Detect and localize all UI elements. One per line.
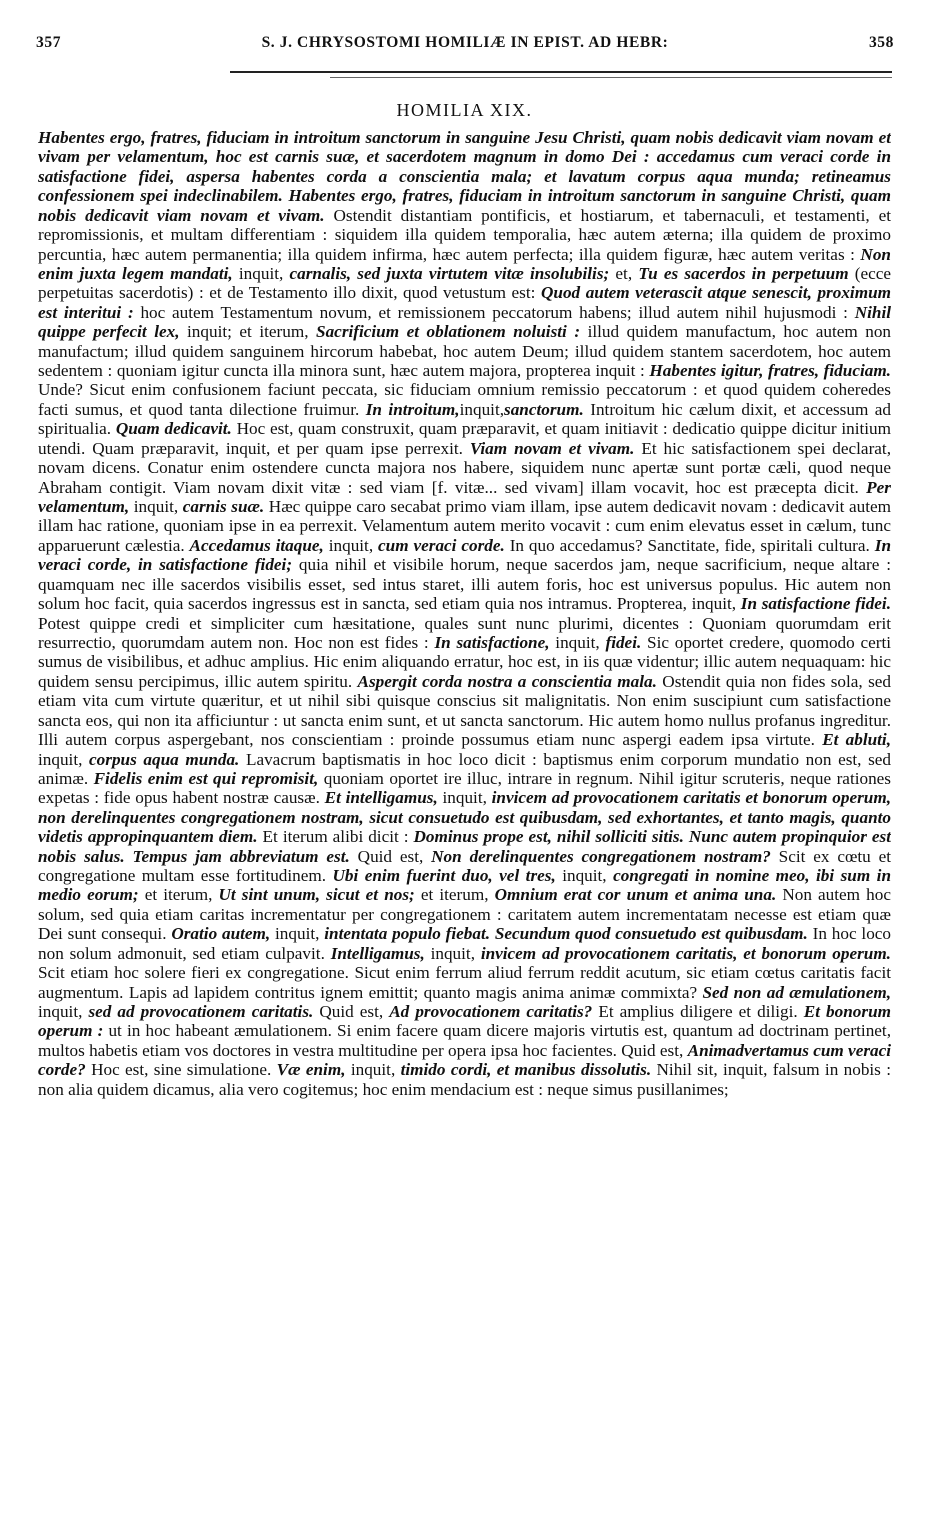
scripture-quote: timido cordi, et manibus dissolutis. xyxy=(400,1060,652,1080)
scripture-quote: sanctorum. xyxy=(504,399,584,419)
commentary-text: inquit, xyxy=(424,943,481,963)
scripture-quote: Et bonorum operum : xyxy=(38,1001,891,1041)
scripture-quote: In satisfactione, xyxy=(434,632,550,652)
commentary-text: inquit, xyxy=(437,788,492,808)
commentary-text: inquit, xyxy=(270,924,325,944)
commentary-text: hoc autem Testamentum novum, et remissionem peccatorum habens; illud autem nihil hujusmodi : xyxy=(133,302,855,322)
commentary-text: inquit, xyxy=(345,1060,401,1080)
scripture-quote: Non enim juxta legem mandati, xyxy=(38,244,891,283)
commentary-text: quoniam oportet ire illuc, intrare in regnum. Nihil igitur scruteris, neque rationes expetas : fide opus habent nostræ causæ. xyxy=(38,768,891,808)
commentary-text: et iterum, xyxy=(138,885,219,905)
running-title: S. J. CHRYSOSTOMI HOMILIÆ IN EPIST. AD HEBR: xyxy=(261,34,669,51)
commentary-text: Ostendit distantiam pontificis, et hostiarum, et tabernaculi, et testamenti, et repromissionis, et multam differentiam : siquidem illa quidem temporalia, hæc autem æterna; illa quidem de proximo percuntia, hæc autem permanentia; illa quidem infirma, hæc autem perfecta; illa quidem figuræ, hæc autem veritas : xyxy=(38,205,891,264)
commentary-text: inquit, xyxy=(38,1001,89,1021)
scripture-quote: Nihil quippe perfecit lex, xyxy=(38,302,891,342)
scripture-quote: Oratio autem, xyxy=(171,924,271,944)
scripture-quote: congregati in nomine meo, ibi sum in medio eorum; xyxy=(38,866,891,905)
scripture-quote: Ubi enim fuerint duo, vel tres, xyxy=(332,866,556,886)
commentary-text: Et amplius diligere et diligi. xyxy=(592,1001,804,1021)
commentary-text: inquit, xyxy=(323,535,379,555)
scripture-quote: fidei. xyxy=(605,632,642,652)
header-rule-thick xyxy=(230,71,892,73)
commentary-text: Unde? Sicut enim confusionem faciunt peccata, sic fiduciam omnium remissio peccatorum : et quod quidem coheredes facti sumus, et quod tanta dilectione fruimur. xyxy=(38,380,891,419)
commentary-text: Non autem hoc solum, sed quia etiam caritas incrementatur per congregationem : caritatem autem incrementatam necesse est etiam quæ Dei sunt consequi. xyxy=(38,885,891,944)
scripture-quote: sed ad provocationem caritatis. xyxy=(88,1001,314,1021)
scripture-quote: In veraci corde, in satisfactione fidei; xyxy=(38,535,891,575)
commentary-text: (ecce perpetuitas sacerdotis) : et de Testamento illo dixit, quod vetustum est: xyxy=(38,263,891,303)
page-number-right: 358 xyxy=(868,34,894,51)
scripture-quote: Et abluti, xyxy=(822,730,891,750)
commentary-text: Hoc est, sine simulatione. xyxy=(85,1060,277,1080)
homily-title: HOMILIA XIX. xyxy=(396,100,533,120)
scripture-quote: cum veraci corde. xyxy=(378,535,505,555)
homily-text xyxy=(38,128,891,1523)
header-rule-thin xyxy=(330,77,892,78)
scripture-quote: Sed non ad æmulationem, xyxy=(702,982,891,1002)
scripture-quote: Sacrificium et oblationem noluisti : xyxy=(316,322,581,342)
scripture-quote: invicem ad provocationem caritatis et bonorum operum, non derelinquentes congregationem nostram, sicut consuetudo est quibusdam, sed exhortantes, et tanto magis, quanto videtis appropinquantem diem. xyxy=(38,788,891,847)
scripture-quote: intentata populo fiebat. Secundum quod consuetudo est quibusdam. xyxy=(324,924,808,944)
scripture-quote: Viam novam et vivam. xyxy=(469,438,635,458)
commentary-text: Potest quippe credi et simpliciter cum hæsitatione, quales sunt nunc plurimi, dicentes : Quoniam quorumdam erit resurrectio, quorumdam autem non. Hoc non est fides : xyxy=(38,613,891,652)
commentary-text: Scit etiam hoc solere fieri ex congregatione. Sicut enim ferrum aliud ferrum reddit acutum, sic etiam cœtus caritatis facit augmentum. Lapis ad lapidem contritus ignem emittit; quanto magis anima animæ commixta? xyxy=(38,963,891,1002)
commentary-text: Hæc quippe caro secabat primo viam illam, ipse autem dedicavit novam : dedicavit autem illam hac ratione, quoniam ipse in ea perrexit. Velamentum autem merito vocavit : cum enim elevatus esset in cælum, tunc apparuerunt cælestia. xyxy=(38,497,891,555)
scripture-quote: Aspergit corda nostra a conscientia mala. xyxy=(357,671,657,691)
scripture-quote: Non derelinquentes congregationem nostram? xyxy=(431,846,771,866)
scripture-quote: corpus aqua munda. xyxy=(89,749,240,769)
commentary-text: quia nihil et visibile horum, neque sacerdos jam, neque sacrificium, neque altare : quamquam nec ille sacerdos visibilis esset, sed intus staret, illi autem foris, hoc est universus populus. Hic autem non solum hoc facit, quia sacerdos ingressus est in sancta, sed etiam quia nos intramus. Propterea, inquit, xyxy=(38,555,891,614)
commentary-text: inquit, xyxy=(459,399,505,419)
commentary-text: inquit, xyxy=(129,497,183,517)
commentary-text: Scit ex cœtu et congregatione multam esse fortitudinem. xyxy=(38,846,891,886)
scripture-quote: Animadvertamus cum veraci corde? xyxy=(38,1040,891,1080)
scripture-quote: In satisfactione fidei. xyxy=(740,594,891,614)
body-paragraph xyxy=(38,128,891,1099)
scripture-quote: Ad provocationem caritatis? xyxy=(389,1001,593,1021)
scripture-quote: carnis suæ. xyxy=(182,497,265,517)
scripture-quote: Intelligamus, xyxy=(330,943,425,963)
commentary-text: Quid est, xyxy=(313,1001,390,1021)
scripture-quote: In introitum, xyxy=(365,399,460,419)
commentary-text: inquit, xyxy=(232,263,290,283)
commentary-text: Et iterum alibi dicit : xyxy=(257,827,414,847)
commentary-text: inquit; et iterum, xyxy=(179,322,317,342)
commentary-text: Introitum hic cælum dixit, et accessum ad spiritualia. xyxy=(38,399,891,439)
scripture-quote: Per velamentum, xyxy=(38,477,891,517)
commentary-text: et, xyxy=(609,263,639,283)
commentary-text: Sic oportet credere, quomodo certi sumus de visibilibus, et adhuc amplius. Hic enim aliquando erratur, hoc est, in iis quæ videntur; illic autem nequaquam: hic quidem sensu percipimus, illic autem spiritu. xyxy=(38,632,891,691)
page-number-left: 357 xyxy=(36,34,62,51)
commentary-text: illud quidem manufactum, hoc autem non manufactum; illud quidem sanguinem hircorum habebat, hoc autem Deum; illud quidem stantem sacerdotem, hoc autem sedentem : quoniam igitur cuncta illa minora sunt, hæc autem majora, propterea inquit : xyxy=(38,322,891,381)
scripture-quote: invicem ad provocationem caritatis, et bonorum operum. xyxy=(480,943,891,963)
commentary-text: Quid est, xyxy=(349,846,432,866)
commentary-text: Ostendit quia non fides sola, sed etiam vita cum virtute quæritur, et ut nihil sibi quisque conscius sit malignitatis. Non enim suscipiunt cum satisfactione sancta eos, qui non ita afficiuntur : ut sancta enim sunt, et ut sancta sanctorum. Hic autem homo nullus profanus ingreditur. Illi autem corpus aspergebant, nos conscientiam : proinde possumus etiam nunc aspergi eadem ipsa virtute. xyxy=(38,671,891,750)
scripture-quote: Habentes igitur, fratres, fiduciam. xyxy=(649,361,891,381)
commentary-text: Nihil sit, inquit, falsum in nobis : non alia quidem dicamus, alia vero cogitemus; hoc enim mendacium est : neque simus pusillanimes; xyxy=(38,1060,891,1099)
scripture-quote: Accedamus itaque, xyxy=(189,535,324,555)
scripture-quote: Quod autem veterascit atque senescit, proximum est interitui : xyxy=(38,283,891,322)
commentary-text: In quo accedamus? Sanctitate, fide, spiritali cultura. xyxy=(504,535,875,555)
scripture-quote: Tu es sacerdos in perpetuum xyxy=(638,263,849,283)
scripture-quote: Ut sint unum, sicut et nos; xyxy=(218,885,415,905)
commentary-text: In hoc loco non solum admonuit, sed etiam culpavit. xyxy=(38,924,891,963)
commentary-text: inquit, xyxy=(549,632,606,652)
scripture-quote: Væ enim, xyxy=(276,1060,346,1080)
commentary-text: Lavacrum baptismatis in hoc loco dicit : baptismus enim corporum mundatio non est, sed animæ. xyxy=(38,749,891,788)
scripture-quote: Et intelligamus, xyxy=(324,788,438,808)
scripture-quote: Omnium erat cor unum et anima una. xyxy=(494,885,777,905)
commentary-text: inquit, xyxy=(555,866,614,886)
scripture-quote: carnalis, sed juxta virtutem vitæ insolubilis; xyxy=(289,263,610,283)
commentary-text: Et hic satisfactionem spei declarat, novam dicens. Conatur enim ostendere cuncta majora nos habere, siquidem nunc apertæ sunt portæ cæli, quod neque Abraham contigit. Viam novam dixit vitæ : sed viam [f. vitæ... sed vivam] illam vocavit, hoc est præcepta dicit. xyxy=(38,438,891,497)
scripture-quote: Habentes ergo, fratres, fiduciam in introitum sanctorum in sanguine Jesu Christi, quam nobis dedicavit viam novam et vivam per velamentum, hoc est carnis suæ, et sacerdotem magnum in domo Dei : accedamus cum veraci corde in satisfactione fidei, aspersa habentes corda a conscientia mala; et lavatum corpus aqua munda; retineamus confessionem spei indeclinabilem. Habentes ergo, fratres, fiduciam in introitum sanctorum in sanguine Christi, quam nobis dedicavit viam novam et vivam. xyxy=(38,128,891,225)
running-header xyxy=(36,30,894,56)
commentary-text: inquit, xyxy=(38,749,90,769)
commentary-text: et iterum, xyxy=(414,885,495,905)
scripture-quote: Dominus prope est, nihil solliciti sitis. Nunc autem propinquior est nobis salus. Tempus jam abbreviatum est. xyxy=(38,827,891,866)
scripture-quote: Quam dedicavit. xyxy=(115,419,232,439)
commentary-text: Hoc est, quam construxit, quam præparavit, et quam initiavit : dedicatio quippe dicitur initium utendi. Quam præparavit, inquit, et per quam ipse perrexit. xyxy=(38,419,891,458)
commentary-text: ut in hoc habeant æmulationem. Si enim facere quam dicere majoris virtutis est, quantum ad doctrinam pertinet, multos habetis etiam vos doctores in vestra multitudine per opera ipsa hoc facientes. Quid est, xyxy=(38,1021,891,1060)
scripture-quote: Fidelis enim est qui repromisit, xyxy=(93,768,319,788)
